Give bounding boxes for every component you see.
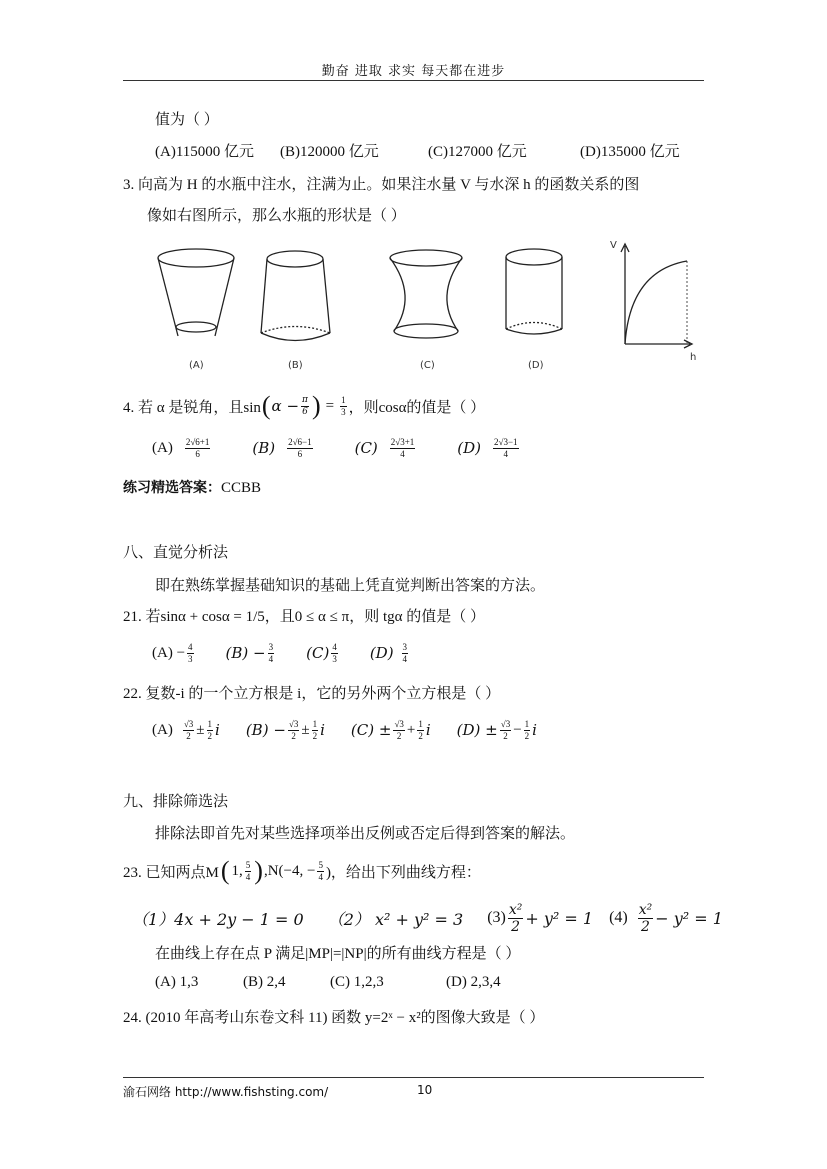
den: 4 [268,653,274,664]
den: 2 [186,730,191,741]
q2-option-d: (D)135000 亿元 [580,144,680,160]
q21-opt-c-label: (C) [306,644,330,662]
den: 2 [207,730,213,741]
num: 2√6−1 [288,436,312,447]
imag-unit: i [215,721,220,739]
num: 1 [207,718,213,729]
paren-left: ( [220,856,230,885]
vessel-a [158,249,234,336]
imag-unit: i [320,721,325,739]
q22-stem: 22. 复数-i 的一个立方根是 i，它的另外两个立方根是（ ） [123,686,501,702]
q4-opt-b-label: (B) [252,439,276,457]
num: 3 [268,641,274,652]
q22-options [152,714,537,746]
num: 5 [245,859,251,870]
paren-right: ) [254,856,263,885]
q21-options [152,638,410,668]
num: 3 [402,641,408,652]
num: 1 [418,718,423,729]
den: 6 [302,406,308,417]
paren-right: ) [311,391,321,420]
num: x² [508,901,523,918]
den: 4 [400,448,405,459]
q21-opt-b-label: (B) − [225,644,266,662]
q4-opt-d-label: (D) [457,439,482,457]
den: 3 [332,653,337,664]
num: 4 [188,641,193,652]
q21-opt-d-label: (D) [369,644,394,662]
den: 4 [503,448,509,459]
eq-1: （1）4x + 2y − 1 = 0 [132,909,304,929]
footer-page-number: 10 [417,1083,433,1097]
q23-option-b: (B) 2,4 [243,974,286,990]
num: 1 [312,718,318,729]
footer-rule [123,1077,704,1078]
answer-label: 练习精选答案： [123,480,221,496]
q21-opt-b-frac [268,642,275,665]
den: 2 [418,730,423,741]
v-h-graph [621,244,692,348]
num: √3 [394,718,404,729]
q21-opt-a-label: (A) − [152,644,186,661]
footer-site: 渝石网络 http://www.fishsting.com/ [123,1085,329,1099]
q23-line2: 在曲线上存在点 P 满足|MP|=|NP|的所有曲线方程是（ ） [155,946,521,962]
vessel-d [506,249,562,334]
q2-option-b: (B)120000 亿元 [280,144,379,160]
sqrt3-over-2 [393,719,404,742]
den: 3 [341,406,346,417]
sqrt3-over-2 [183,719,194,742]
q23-m-frac [245,860,252,883]
x2-over-2 [638,902,654,935]
den: 4 [318,871,323,882]
one-over-2 [312,719,319,742]
sqrt3-over-2 [500,719,511,742]
q4-stem [123,388,485,424]
q2-tail: 值为（ ） [155,112,219,128]
q2-option-a: (A)115000 亿元 [155,144,255,160]
den: 2 [503,730,508,741]
q3-line1: 3. 向高为 H 的水瓶中注水，注满为止。如果注水量 V 与水深 h 的函数关系的图 [123,177,640,193]
minus-sign: − [513,721,522,738]
q22-opt-a-label: (A) [152,721,173,738]
den: 2 [524,730,530,741]
section9-desc: 排除法即首先对某些选择项举出反例或否定后得到答案的解法。 [155,826,576,842]
q22-opt-d-label: (D) ± [456,721,498,739]
figure-label-a: (A) [189,360,204,371]
num: x² [638,901,653,918]
q23-option-a: (A) 1,3 [155,974,199,990]
q23-equations [132,898,723,938]
imag-unit: i [425,721,431,739]
q4-prefix: 4. 若 α 是锐角，且sin [123,399,261,416]
q23-suffix: )，给出下列曲线方程： [325,864,481,881]
den: 2 [312,730,318,741]
q23-m-a: 1, [231,862,243,879]
den: 4 [402,653,408,664]
num: 1 [524,718,530,729]
num: 2√6+1 [185,436,210,447]
den: 3 [188,653,193,664]
q3-figures [150,236,710,376]
q4-eq: = [325,397,335,414]
section9-title: 九、排除筛选法 [123,794,229,810]
q23-mid: ,N(−4, − [263,862,316,879]
q24-stem: 24. (2010 年高考山东卷文科 11) 函数 y=2ˣ − x²的图像大致是（ ） [123,1010,545,1026]
header-rule [123,80,704,81]
q4-options [152,433,521,463]
eq-4-label: (4) [609,909,628,926]
q22-opt-b-label: (B) − [245,721,286,739]
one-over-2 [524,719,531,742]
eq-3-label: (3) [487,909,506,926]
plus-minus: ± [301,721,310,738]
q21-opt-d-frac [402,642,409,665]
num: 5 [318,859,323,870]
q23-option-c: (C) 1,2,3 [330,974,384,990]
one-over-2 [207,719,214,742]
den: 2 [291,730,296,741]
figure-label-c: (C) [420,360,435,371]
q3-line2: 像如右图所示，那么水瓶的形状是（ ） [147,208,406,224]
q4-opt-a-frac [185,437,211,460]
q4-opt-c-frac [390,437,416,460]
page-header: 勤奋 进取 求实 每天都在进步 [321,64,506,79]
figure-label-b: (B) [288,360,303,371]
q4-opt-c-label: (C) [354,439,378,457]
den: 2 [641,918,650,935]
q4-inner: α − [271,397,300,415]
eq-2: （2） x² + y² = 3 [327,909,464,929]
one-over-2 [417,719,424,742]
graph-axis-x-label: h [690,352,697,363]
num: √3 [288,718,299,729]
sqrt3-over-2 [288,719,299,742]
q2-option-c: (C)127000 亿元 [428,144,527,160]
q4-suffix: ，则cosα的值是（ ） [348,399,486,416]
q22-opt-c-label: (C) ± [350,721,392,739]
section8-desc: 即在熟练掌握基础知识的基础上凭直觉判断出答案的方法。 [155,578,546,594]
q4-opt-b-frac [287,437,313,460]
den: 6 [297,448,303,459]
q21-opt-a-frac [187,642,194,665]
graph-axis-y-label: V [610,240,617,251]
q21-stem: 21. 若sinα + cosα = 1/5，且0 ≤ α ≤ π，则 tgα 的值是（ ） [123,609,485,625]
q4-rhs-frac [340,395,347,418]
vessel-c [390,250,462,338]
q4-opt-a-label: (A) [152,439,173,456]
eq-3-rest: + y² = 1 [525,908,594,928]
answer-line [123,477,261,497]
q23-prefix: 23. 已知两点M [123,864,219,881]
vessel-b [261,251,330,341]
paren-left: ( [261,391,271,420]
plus-minus: ± [196,721,205,738]
answer-value: CCBB [221,480,262,496]
den: 4 [245,871,251,882]
den: 2 [511,918,521,935]
num: 2√3+1 [390,436,415,447]
num: 2√3−1 [494,436,518,447]
q23-n-frac [317,860,324,883]
den: 6 [195,448,200,459]
q4-pi-frac [301,395,309,418]
q21-opt-c-frac [331,642,338,665]
q4-opt-d-frac [493,437,519,460]
plus-sign: + [406,721,416,738]
x2-over-2 [508,902,524,935]
num: √3 [500,718,511,729]
q23-stem [123,853,481,889]
q23-option-d: (D) 2,3,4 [446,974,501,990]
eq-4-rest: − y² = 1 [655,908,723,928]
num: π [302,394,308,405]
num: 1 [341,394,346,405]
imag-unit: i [532,721,537,739]
figure-label-d: (D) [528,360,544,371]
den: 2 [396,730,402,741]
num: √3 [183,718,194,729]
num: 4 [332,641,337,652]
section8-title: 八、直觉分析法 [123,545,229,561]
